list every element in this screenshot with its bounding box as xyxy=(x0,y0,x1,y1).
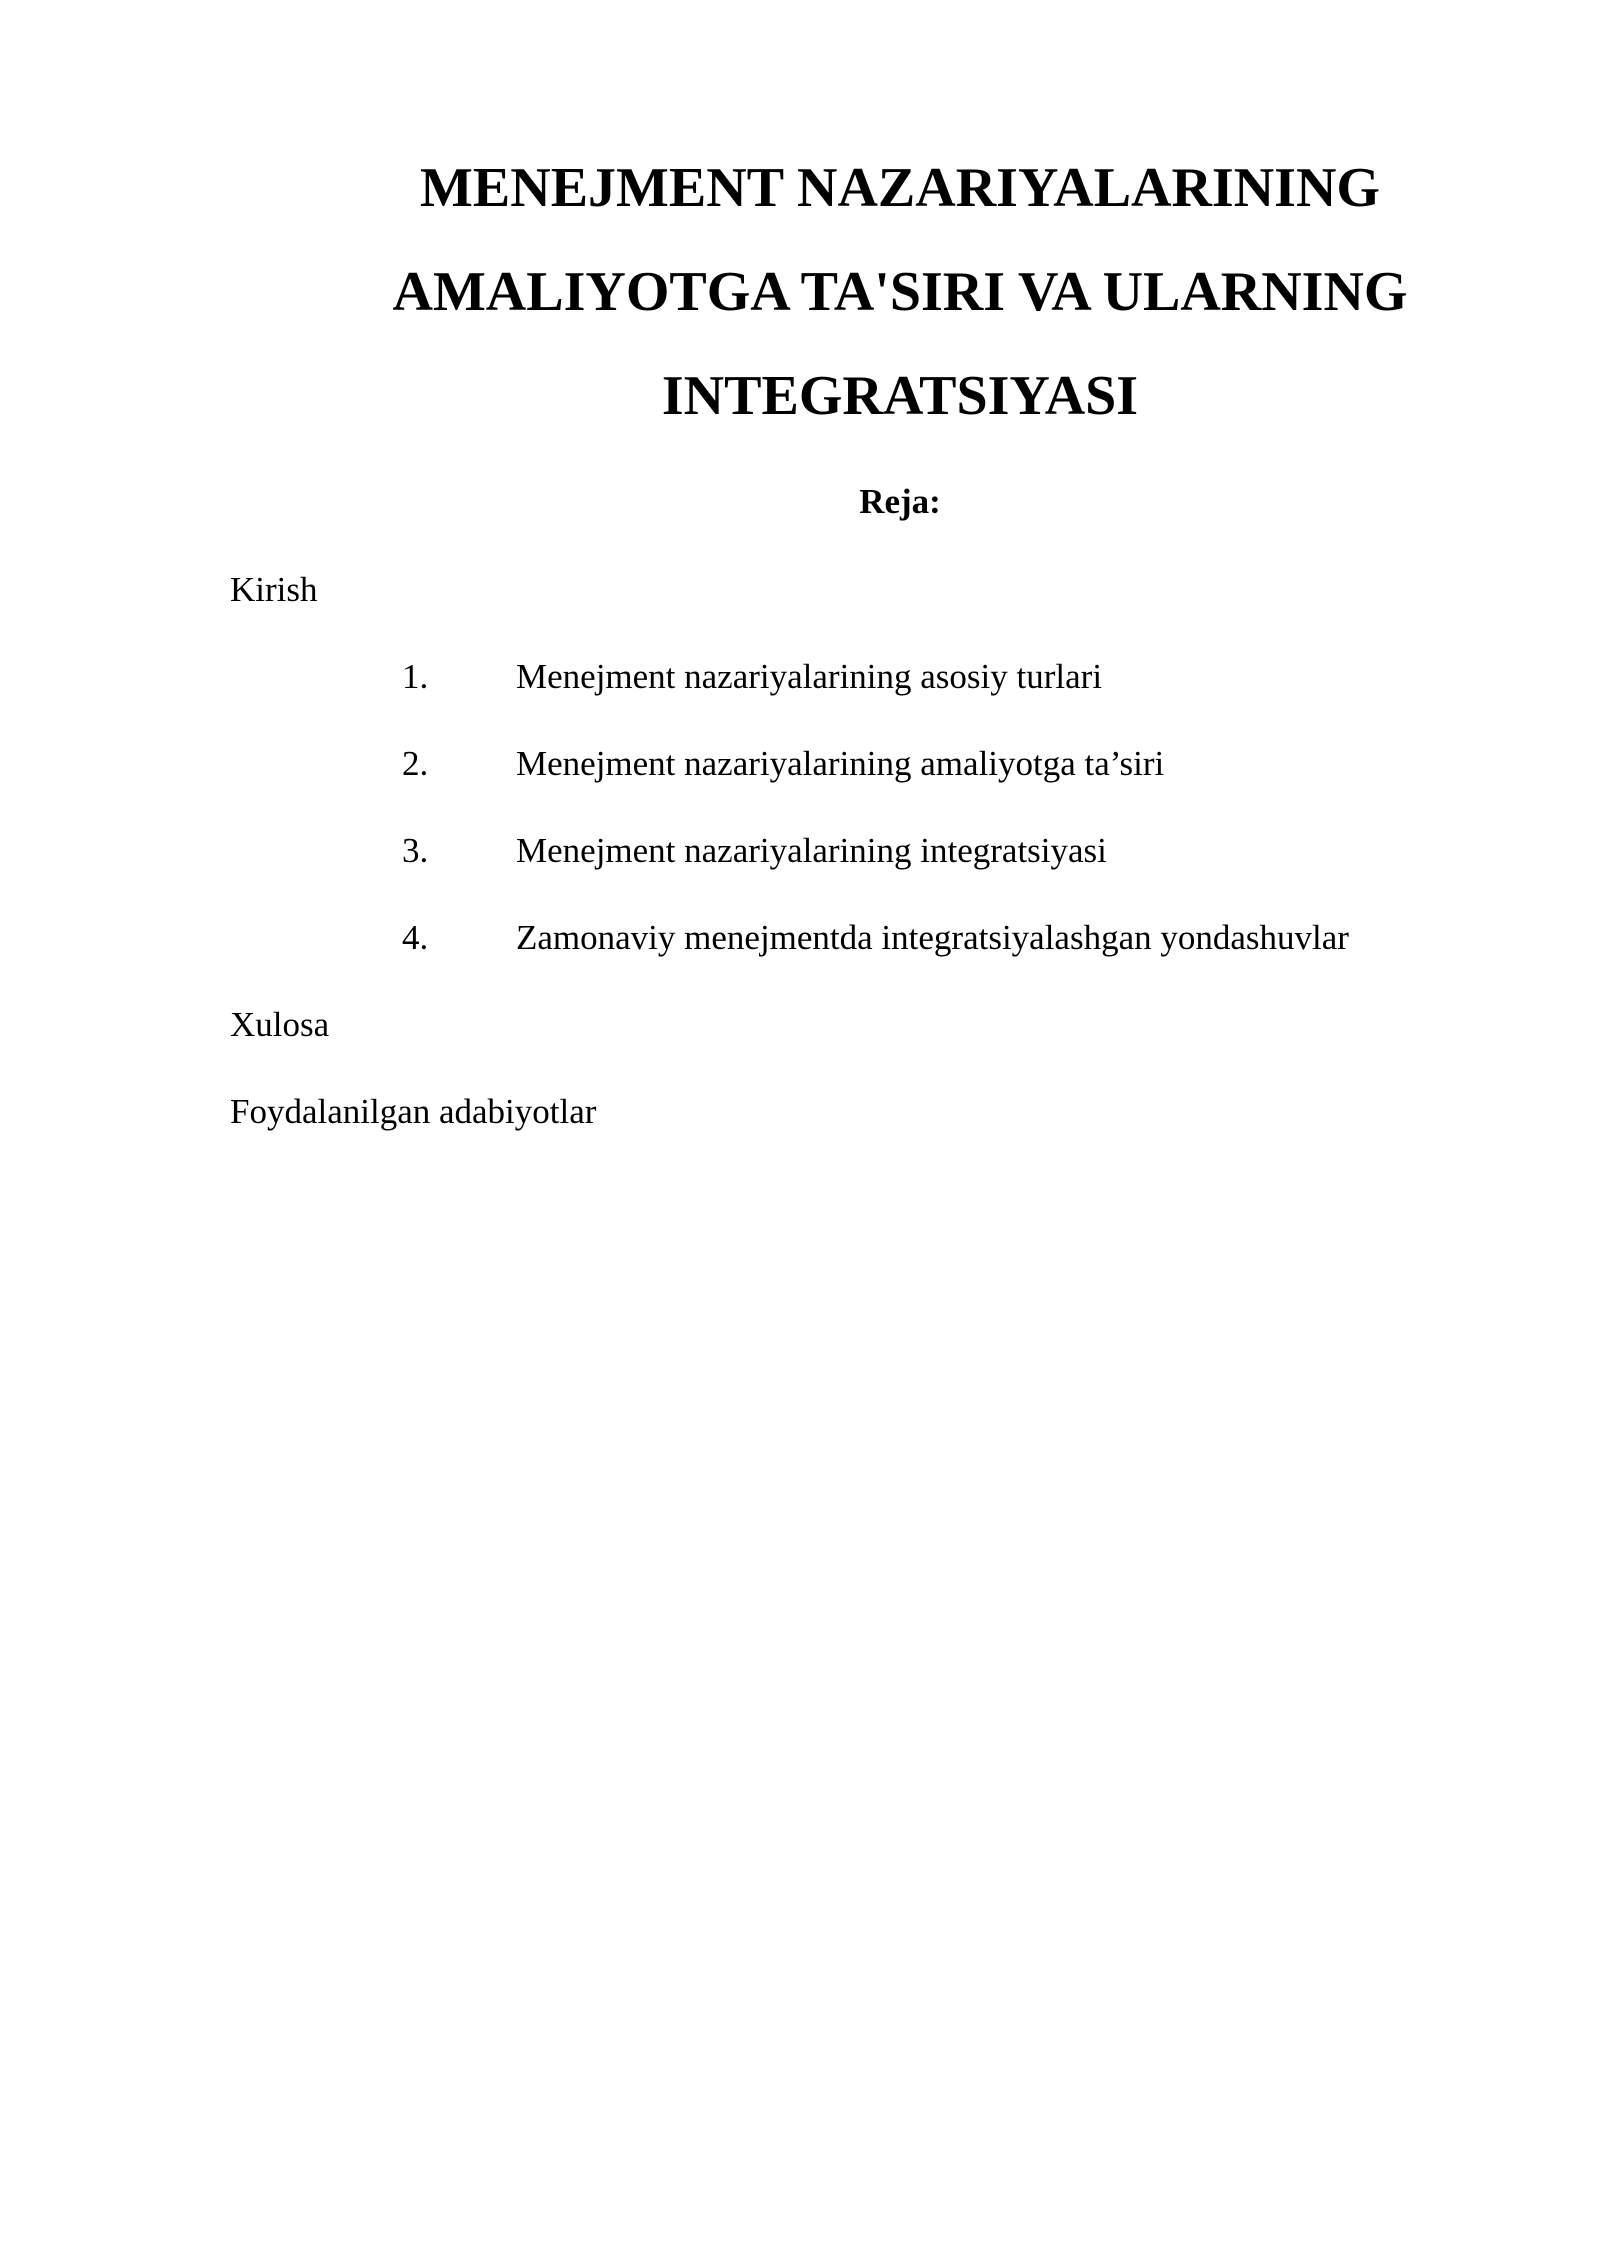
list-item-text: Zamonaviy menejmentda integratsiyalashgan yondashuvlar xyxy=(516,918,1349,957)
list-item xyxy=(0,659,1600,699)
list-item-text: Menejment nazariyalarining amaliyotga ta’siri xyxy=(516,744,1165,783)
list-item-number: 3. xyxy=(402,831,429,870)
intro-item: Kirish xyxy=(230,570,318,609)
list-item xyxy=(0,920,1600,960)
document-title-line-1: MENEJMENT NAZARIYALARINING xyxy=(420,157,1380,219)
list-item xyxy=(0,833,1600,873)
plan-heading: Reja: xyxy=(859,482,941,521)
references-item: Foydalanilgan adabiyotlar xyxy=(230,1092,597,1131)
conclusion-item: Xulosa xyxy=(230,1005,330,1044)
document-title-line-2: AMALIYOTGA TA'SIRI VA ULARNING xyxy=(392,261,1408,323)
list-item-number: 4. xyxy=(402,918,429,957)
list-item xyxy=(0,746,1600,786)
list-item-number: 2. xyxy=(402,744,429,783)
list-item-text: Menejment nazariyalarining asosiy turlari xyxy=(516,657,1103,696)
list-item-text: Menejment nazariyalarining integratsiyasi xyxy=(516,831,1107,870)
list-item-number: 1. xyxy=(402,657,429,696)
document-title-line-3: INTEGRATSIYASI xyxy=(661,365,1139,427)
